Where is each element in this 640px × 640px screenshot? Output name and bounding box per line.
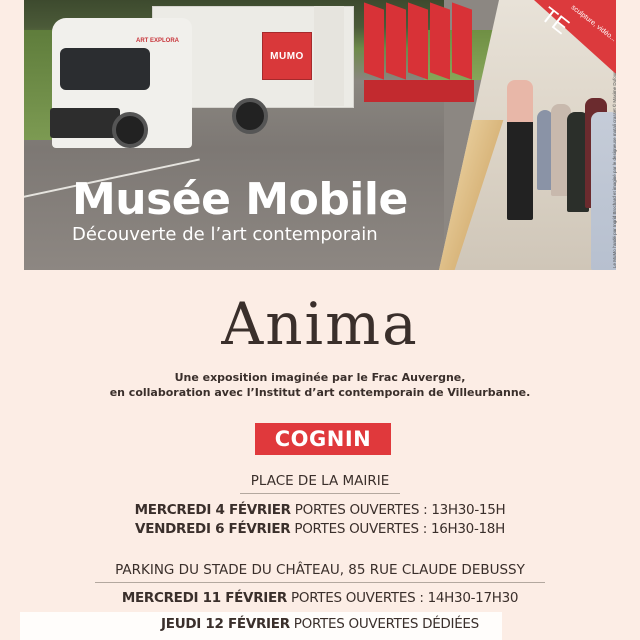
intro-line-1: Une exposition imaginée par le Frac Auvergne, bbox=[174, 371, 466, 384]
red-sculpture bbox=[364, 6, 474, 106]
photo-credit: Le MuMo l’andé par Ingrid Brochard et imaginé par le designeuse matali crasset © Maxime Dufour bbox=[612, 72, 617, 268]
wheel bbox=[232, 98, 268, 134]
session-row bbox=[0, 502, 640, 518]
session-day: MERCREDI 4 FÉVRIER bbox=[134, 502, 291, 518]
session-day: JEUDI 12 FÉVRIER bbox=[161, 616, 290, 632]
session-detail: PORTES OUVERTES : 14H30-17H30 bbox=[291, 590, 519, 606]
person bbox=[507, 80, 533, 220]
divider bbox=[240, 493, 400, 494]
session-row bbox=[0, 616, 640, 632]
exhibition-intro bbox=[0, 370, 640, 400]
hero-title: Musée Mobile bbox=[72, 174, 408, 225]
corner-banner-text: TE bbox=[536, 2, 575, 40]
location-title: PARKING DU STADE DU CHÂTEAU, 85 RUE CLAUDE DEBUSSY bbox=[115, 562, 525, 578]
art-explora-logo: ART EXPLORA bbox=[136, 38, 180, 44]
session-detail: PORTES OUVERTES : 16H30-18H bbox=[294, 521, 505, 537]
session-detail: PORTES OUVERTES : 13H30-15H bbox=[294, 502, 506, 518]
truck-trailer bbox=[314, 6, 344, 106]
exhibition-title: Anima bbox=[221, 290, 419, 358]
city-badge: COGNIN bbox=[255, 423, 391, 455]
wheel bbox=[112, 112, 148, 148]
session-row bbox=[0, 590, 640, 606]
session-day: VENDREDI 6 FÉVRIER bbox=[135, 521, 291, 537]
truck-bumper bbox=[50, 108, 120, 138]
hero-photo bbox=[24, 0, 616, 270]
corner-banner-subtext: sculpture, vidéo... bbox=[569, 4, 618, 44]
location-2 bbox=[0, 562, 640, 583]
divider bbox=[95, 582, 545, 583]
session-row bbox=[0, 521, 640, 537]
intro-line-2: en collaboration avec l’Institut d’art contemporain de Villeurbanne. bbox=[109, 386, 531, 399]
mumo-panel: MUMO bbox=[262, 32, 312, 80]
hero-subtitle: Découverte de l’art contemporain bbox=[72, 224, 378, 245]
session-day: MERCREDI 11 FÉVRIER bbox=[121, 590, 288, 606]
location-1 bbox=[0, 473, 640, 494]
truck-windshield bbox=[60, 48, 150, 90]
location-title: PLACE DE LA MAIRIE bbox=[250, 473, 390, 489]
session-detail: PORTES OUVERTES DÉDIÉES bbox=[293, 616, 479, 632]
